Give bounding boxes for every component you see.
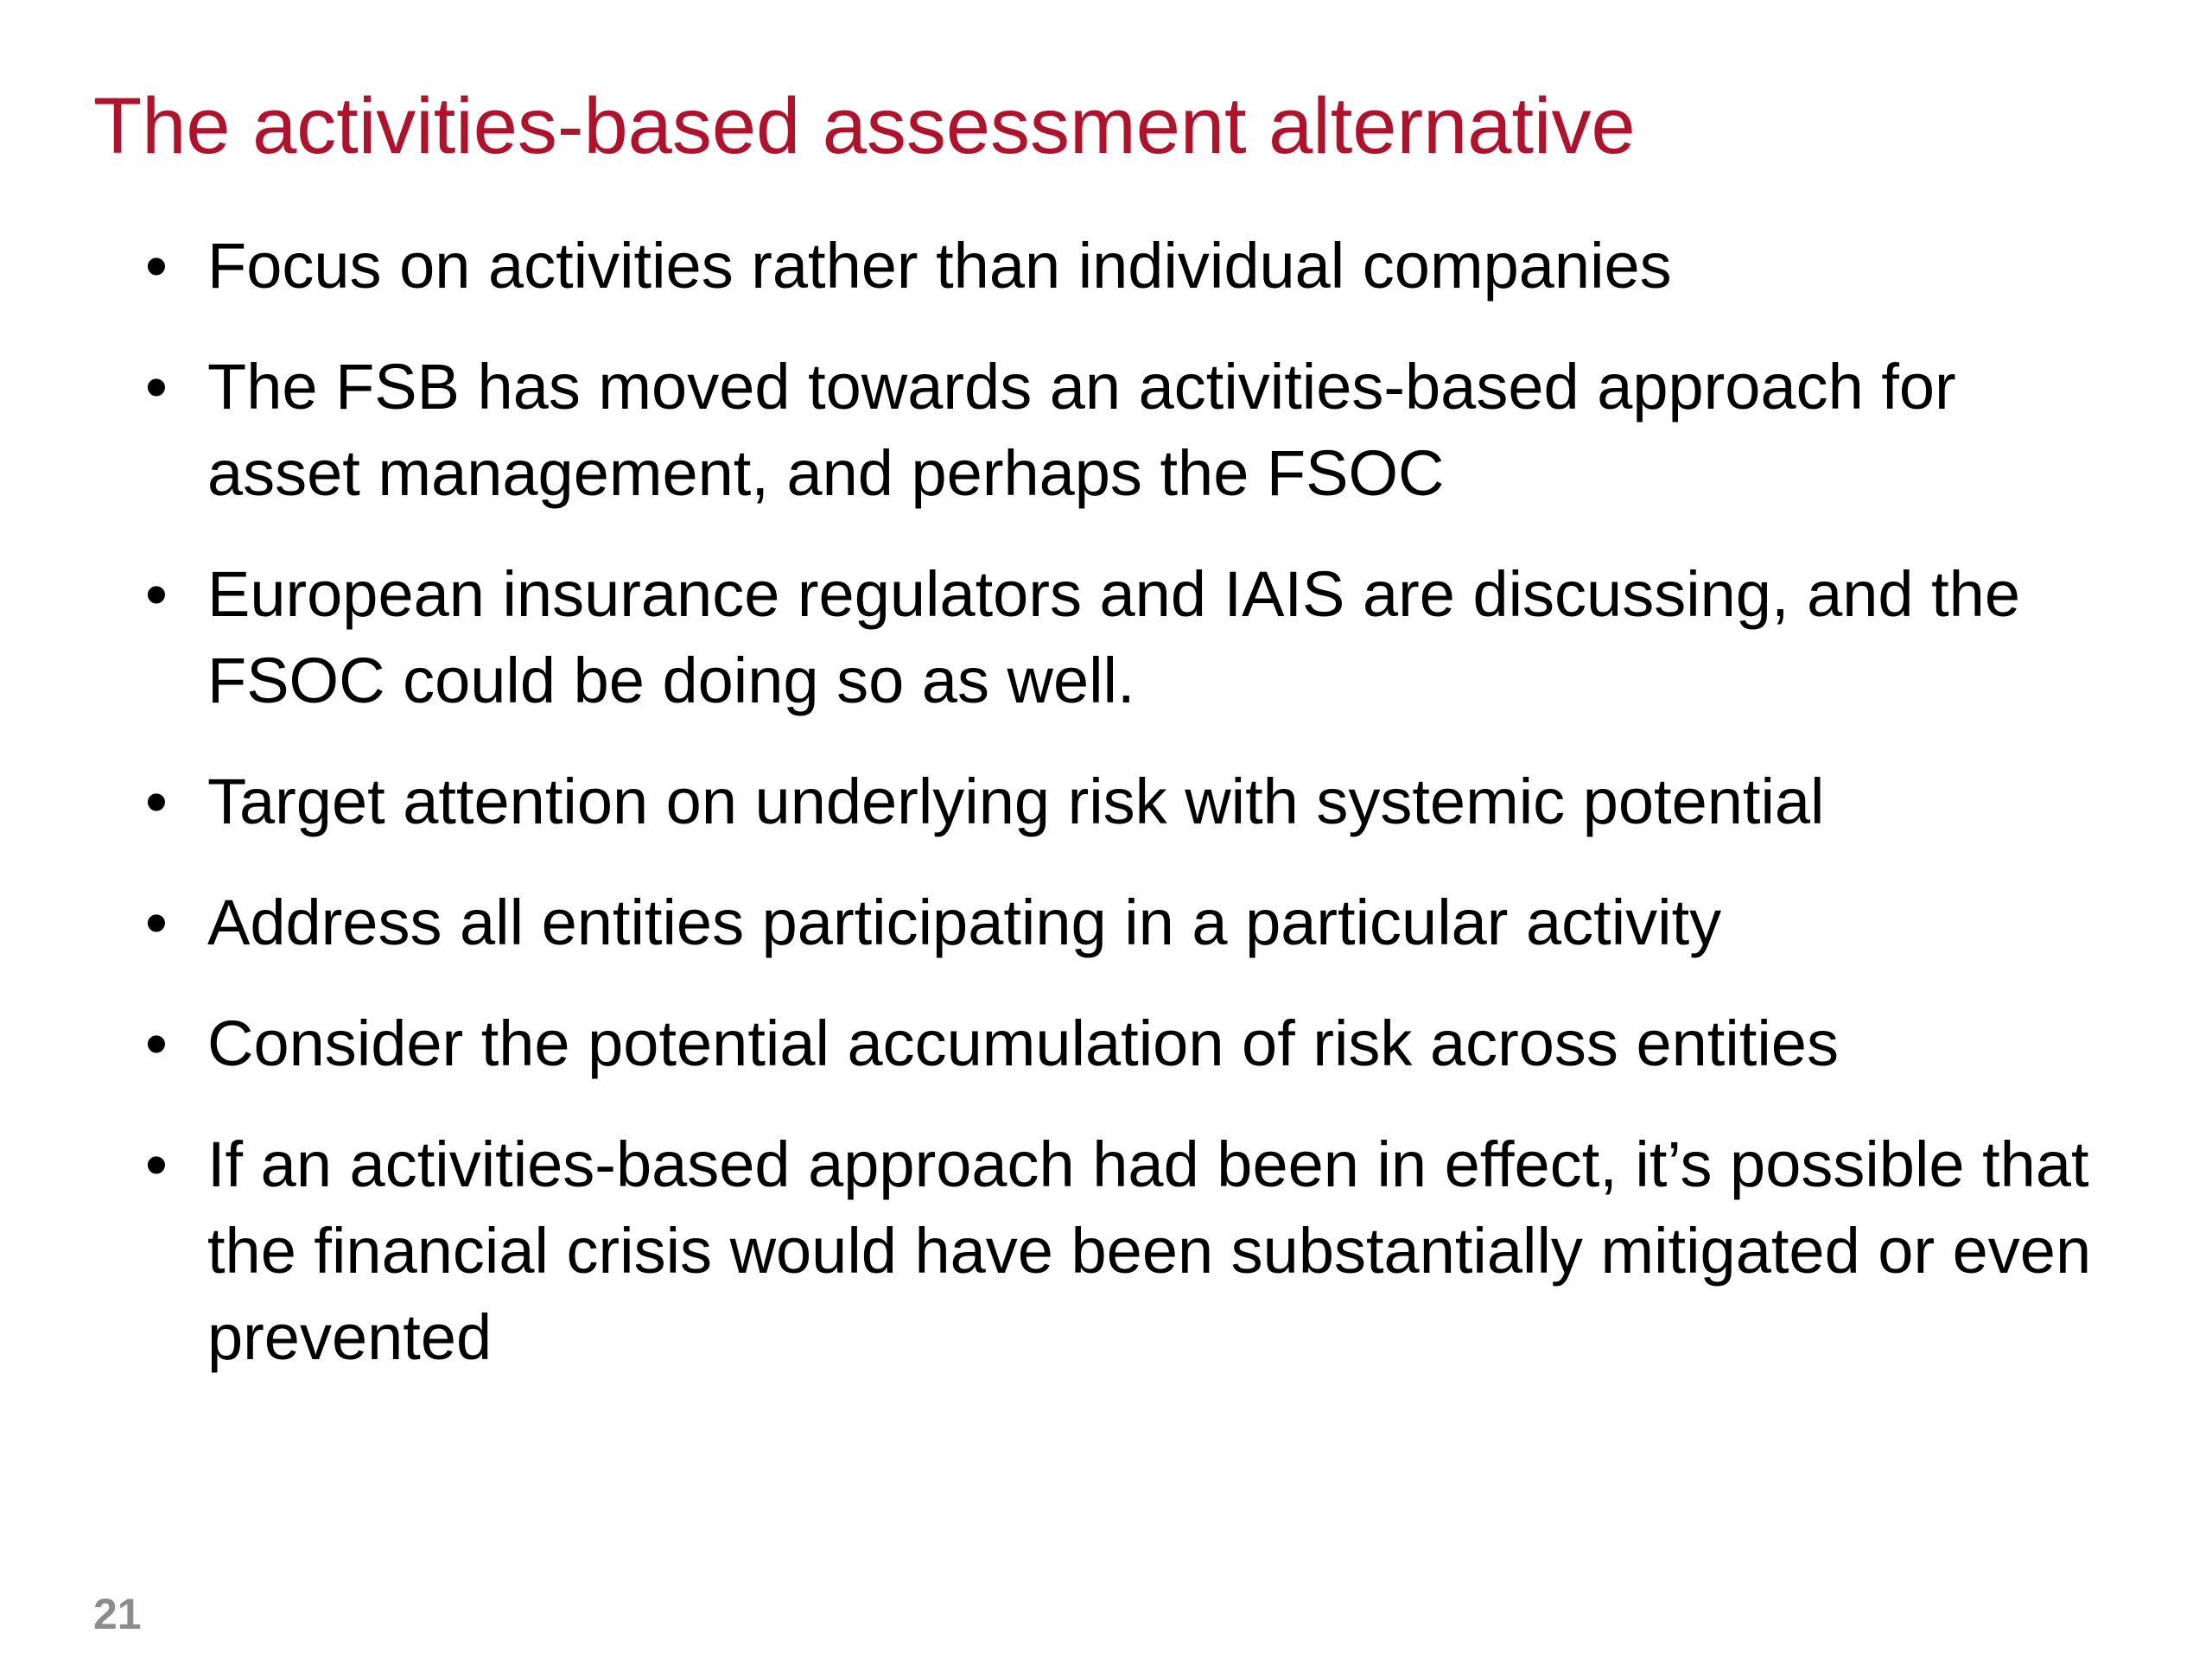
bullet-icon: • (145, 887, 168, 958)
bullet-text: European insurance regulators and IAIS are discussing, and the FSOC could be doing so as well. (207, 558, 2020, 716)
page-number: 21 (93, 1590, 142, 1638)
bullet-item-3 (145, 551, 2115, 724)
bullet-text: Target attention on underlying risk with systemic potential (207, 766, 1825, 837)
bullet-list (145, 223, 2115, 1415)
slide-title: The activities-based assessment alternative (93, 82, 1636, 170)
bullet-item-7 (145, 1122, 2115, 1381)
bullet-icon: • (145, 558, 168, 630)
bullet-text: If an activities-based approach had been in effect, it’s possible that the financial crisis would have been substantially mitigated or even prevented (207, 1128, 2092, 1373)
bullet-item-1 (145, 223, 2115, 309)
bullet-item-2 (145, 344, 2115, 517)
bullet-text: Focus on activities rather than individual companies (207, 230, 1672, 302)
bullet-icon: • (145, 1007, 168, 1079)
bullet-icon: • (145, 766, 168, 837)
bullet-text: Address all entities participating in a particular activity (207, 887, 1722, 958)
bullet-text: Consider the potential accumulation of risk across entities (207, 1007, 1839, 1079)
bullet-icon: • (145, 1128, 168, 1200)
bullet-icon: • (145, 230, 168, 302)
bullet-icon: • (145, 351, 168, 423)
bullet-text: The FSB has moved towards an activities-based approach for asset management, and perhaps the FSOC (207, 351, 1956, 509)
bullet-item-5 (145, 880, 2115, 966)
bullet-item-6 (145, 1001, 2115, 1087)
bullet-item-4 (145, 759, 2115, 845)
